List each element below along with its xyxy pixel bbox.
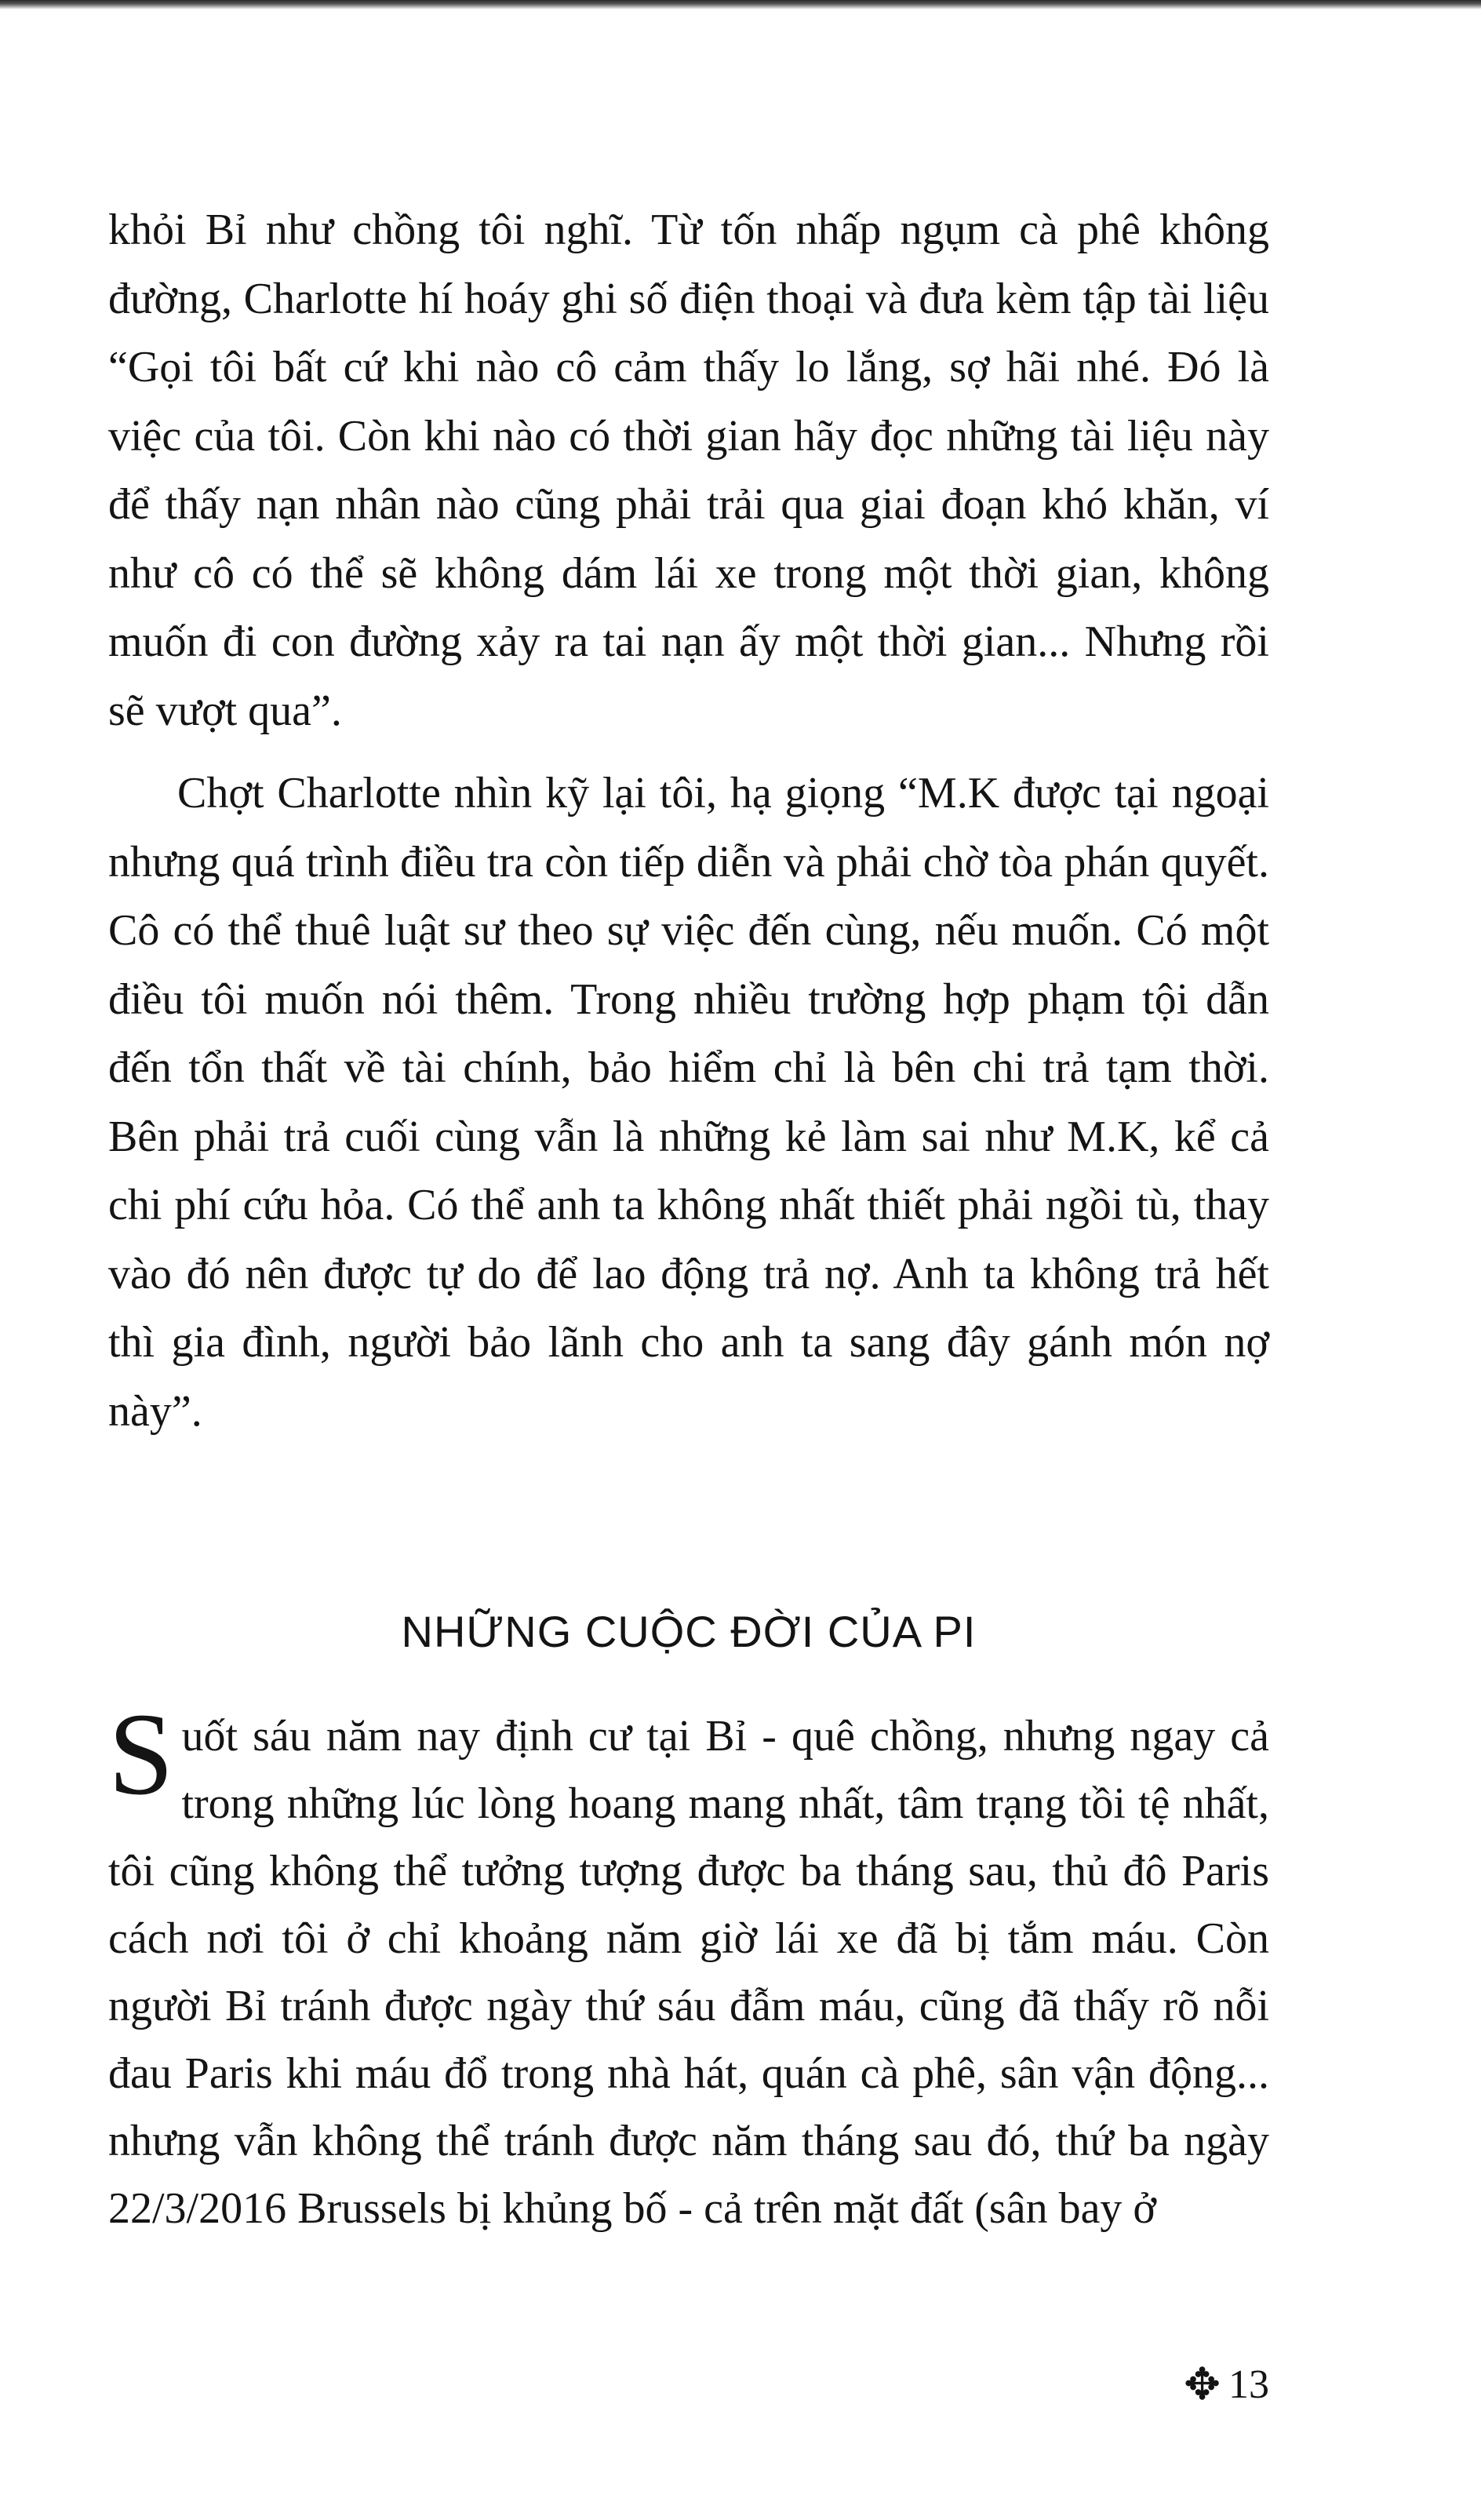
section-paragraph-text: uốt sáu năm nay định cư tại Bỉ - quê chồng, nhưng ngay cả trong những lúc lòng hoang mang nhất, tâm trạng tồi tệ nhất, tôi cũng không thể tưởng tượng được ba tháng sau, thủ đô Paris cách nơi tôi ở chỉ khoảng năm giờ lái xe đã bị tắm máu. Còn người Bỉ tránh được ngày thứ sáu đẫm máu, cũng đã thấy rõ nỗi đau Paris khi máu đổ trong nhà hát, quán cà phê, sân vận động... nhưng vẫn không thể tránh được năm tháng sau đó, thứ ba ngày 22/3/2016 Brussels bị khủng bố - cả trên mặt đất (sân bay ở [108, 1712, 1269, 2233]
drop-cap: S [108, 1689, 174, 1819]
section-title: NHỮNG CUỘC ĐỜI CỦA PI [401, 1607, 977, 1656]
page-body [108, 196, 1269, 1446]
paragraph-continued: khỏi Bỉ như chồng tôi nghĩ. Từ tốn nhấp ngụm cà phê không đường, Charlotte hí hoáy ghi số điện thoại và đưa kèm tập tài liệu “Gọi tôi bất cứ khi nào cô cảm thấy lo lắng, sợ hãi nhé. Đó là việc của tôi. Còn khi nào có thời gian hãy đọc những tài liệu này để thấy nạn nhân nào cũng phải trải qua giai đoạn khó khăn, ví như cô có thể sẽ không dám lái xe trong một thời gian, không muốn đi con đường xảy ra tai nạn ấy một thời gian... Nhưng rồi sẽ vượt qua”. [108, 206, 1269, 735]
section-body [108, 1689, 1269, 2242]
page-number: 13 [1228, 2362, 1269, 2407]
fleuron-icon: ✥ [1184, 2360, 1221, 2409]
page-top-edge [0, 0, 1481, 9]
page-footer [1184, 2362, 1269, 2408]
paragraph-charlotte: Chợt Charlotte nhìn kỹ lại tôi, hạ giọng “M.K được tại ngoại nhưng quá trình điều tra còn tiếp diễn và phải chờ tòa phán quyết. Cô có thể thuê luật sư theo sự việc đến cùng, nếu muốn. Có một điều tôi muốn nói thêm. Trong nhiều trường hợp phạm tội dẫn đến tổn thất về tài chính, bảo hiểm chỉ là bên chi trả tạm thời. Bên phải trả cuối cùng vẫn là những kẻ làm sai như M.K, kể cả chi phí cứu hỏa. Có thể anh ta không nhất thiết phải ngồi tù, thay vào đó nên được tự do để lao động trả nợ. Anh ta không trả hết thì gia đình, người bảo lãnh cho anh ta sang đây gánh món nợ này”. [108, 769, 1269, 1436]
section-paragraph [108, 1689, 1269, 2242]
